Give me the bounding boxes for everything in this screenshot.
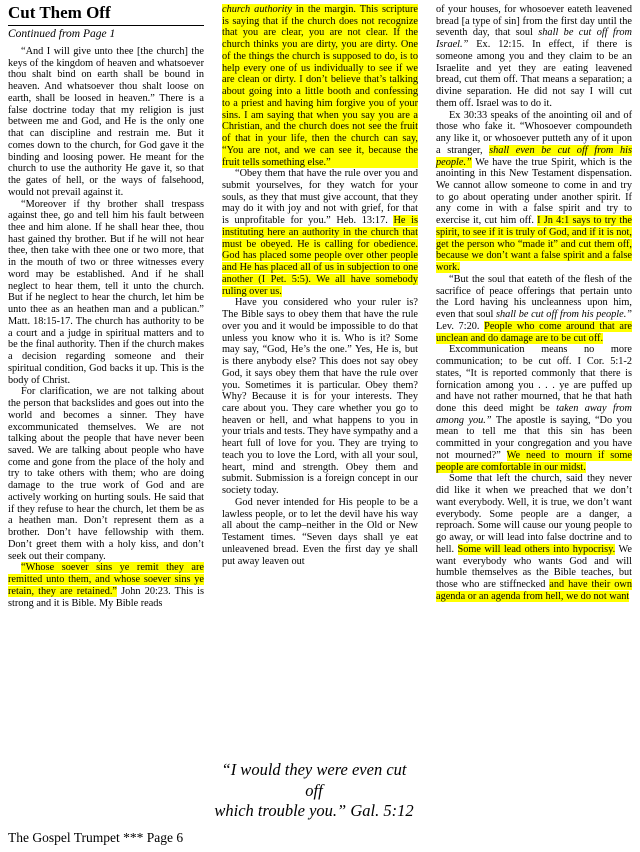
page-title: Cut Them Off <box>8 3 111 22</box>
column-one <box>8 46 204 609</box>
paragraph: “And I will give unto thee [the church] the keys of the kingdom of heaven and whatsoever thou shalt bind on earth shall be bound in heaven. And whatsoever thou shalt loose on earth, shall be loosed in heaven.” There is a false doctrine today that my religion is just between me and God, and He is the only one that can discipline and restrain me. But it comes down to the church, for God gave it the binding and loosing power. He meant for the church to use the authority He gave it, so that the gates of hell, or the ways of falsehood, would not prevail against it. <box>8 46 204 198</box>
paragraph-text: We want everybody who wants God and will humble themselves as the Bible teaches, but those who are stiffnecked <box>436 543 632 590</box>
article-columns <box>8 0 632 820</box>
paragraph-text: in the margin. This scripture is saying that if the church does not recognize that you are clear, you are not clear. If the church thinks you are dirty, you are dirty. One of the things the church is supposed to do, is to help every one of us individually to see if we are clean or dirty. I don’t believe that’s talking about going into a little booth and confessing to a priest and having him forgive you of your sins. I am saying that when you say you are a Christian, and the church does not see the fruit of that in your life, then the church can say, “You are not, and we can see it, because the fruit tells something else.” <box>222 4 418 168</box>
paragraph-text: Lev. 7:20. <box>436 320 485 332</box>
paragraph-text: Some that left the church, said they never did like it when we preached that we don’t want everybody. Well, it is true, we don’t want everybody. Some people are a danger, a reproach. Some will cause our young people to go away, or will lead into false doctrine and to hell. <box>436 473 632 555</box>
column-two <box>222 4 418 567</box>
paragraph-text: We have the true Spirit, which is the anointing in this New Testament dispensation. We cannot allow someone to come in and try to go about operating under another spirit. If any come in with a false spirit and try to exercise it, cut him off. <box>436 156 632 227</box>
highlighted-text: We need to mourn if some people are comfortable in our midst. <box>436 449 632 473</box>
paragraph <box>436 110 632 274</box>
paragraph: “Moreover if thy brother shall trespass against thee, go and tell him his fault between thee and him alone. If he shall hear thee, thou hast gained thy brother. But if he will not hear thee, then take with thee one or two more, that in the mouth of two or three witnesses every word may be established. And if he shall neglect to hear them, tell it unto the church. But if he neglect to hear the church, let him be unto thee as an heathen man and a publican.” Matt. 18:15-17. The church has authority to be a court and a judge in spiritual matters and to be the final authority. Then if the church makes a decision regarding someone and their spiritual condition, God backs it up. This is the body of Christ. <box>8 198 204 386</box>
continued-from-label: Continued from Page 1 <box>8 27 116 40</box>
paragraph <box>436 274 632 344</box>
paragraph-text: “But the soul that eateth of the flesh of the sacrifice of peace offerings that pertain unto the Lord having his uncleanness upon him, even that soul <box>436 273 632 321</box>
paragraph: For clarification, we are not talking about the person that backslides and goes out into the world and becomes a sinner. They have excommunicated themselves. We are not talking about the people that have never been saved. We are talking about people who have come and gone from the place of the holy and try to take others with them; who are doing damage to the true work of God and are actively working on hurting souls. He said that if they refuse to hear the church, let them be as a heathen man. Don’t represent them as a brother. Don’t have fellowship with them. Don’t greet them with a holy kiss, and don’t seek out their company. <box>8 386 204 562</box>
paragraph-text: Excommunication means no more communication; to be cut off. I Cor. 5:1-2 states, “It is reported commonly that there is fornication among you . . . ye are puffed up and have not rather mourned, that he that hath done this deed might be <box>436 344 632 414</box>
column-three <box>436 4 632 602</box>
paragraph-text: Ex 30:33 speaks of the anointing oil and of those who fake it. “Whosoever compoundeth any like it, or whosoever putteth any of it upon a stranger, <box>436 109 632 156</box>
highlighted-text: and have their own agenda or an agenda from hell, we do not want <box>436 578 632 602</box>
highlighted-text: He is instituting here an authority in the church that must be obeyed. He is calling for obedience. God has placed some people over other people and He has placed all of us in subjection to one another (I Pet. 5:5). We all have somebody ruling over us. <box>222 215 418 297</box>
highlighted-paragraph <box>222 4 418 168</box>
pull-quote-line-1: “I would they were even cut off <box>221 760 407 800</box>
paragraph <box>222 168 418 297</box>
paragraph-text: John 20:23. This is strong and it is Bible. My Bible reads <box>8 585 204 609</box>
highlighted-text: I Jn 4:1 says to try the spirit, to see if it is truly of God, and if it is not, get the person who “made it” and cut them off, because we don’t want a false spirit and a false work. <box>436 215 632 274</box>
emphasis-text: church authority <box>222 4 292 15</box>
paragraph-text: The apostle is saying, “Do you mean to tell me that this sin has been committed in your congregation and you have not mourned?” <box>436 414 632 461</box>
paragraph-text: “Obey them that have the rule over you and submit yourselves, for they watch for your souls, as they that must give account, that they may do it with joy and not with grief, for that is unprofitable for you.” Heb. 13:17. <box>222 168 418 227</box>
paragraph: Have you considered who your ruler is? The Bible says to obey them that have the rule over you and it would be impossible to do that unless you know who it is. Who is it? Some may say, “God, He’s the one.” Yes, He is, but is there anybody else? This does not say obey God, it says obey them that have the rule over you. Sometimes it is particular. Obey them? Why? Because it is for your interests. They care about you. They care whether you go to heaven or hell, and what happens to you in your trials and tests. They have sympathy and a heart full of love for you. They are trying to teach you to love the Lord, with all your soul, heart, mind and strength. Obey them and submit. Submission is a foreign concept in our society today. <box>222 297 418 497</box>
page-footer: The Gospel Trumpet *** Page 6 <box>8 830 184 845</box>
paragraph-text: Ex. 12:15. In effect, if there is someone among you and they claim to be an Israelite and yet they are eating leavened bread, cut them off. That means a separation; a divine separation. He did not say I will cut them off. Israel was to do it. <box>436 39 632 109</box>
highlighted-text: “Whose soever sins ye remit they are remitted unto them, and whose soever sins ye retain, they are retained.” <box>8 562 204 597</box>
paragraph: God never intended for His people to be a lawless people, or to let the devil have his way all about the camp–neither in the Old or New Testament times. “Seven days shall ye eat unleavened bread. Even the first day ye shall put away leaven out <box>222 496 418 567</box>
paragraph <box>436 473 632 602</box>
highlighted-emphasis-text: shall even be cut off from his people.” <box>436 144 632 168</box>
highlighted-text: People who come around that are unclean and do damage are to be cut off. <box>436 320 632 344</box>
highlighted-text: Some will lead others into hypocrisy. <box>457 543 616 555</box>
emphasis-text: shall be cut off from his people.” <box>496 309 632 321</box>
paragraph-text: of your houses, for whosoever eateth leavened bread [a type of sin] from the first day until the seventh day, that soul <box>436 4 632 39</box>
paragraph <box>436 344 632 473</box>
emphasis-text: taken away from among you.” <box>436 402 632 426</box>
paragraph <box>8 562 204 609</box>
pull-quote-line-2: which trouble you.” Gal. 5:12 <box>214 801 414 821</box>
pull-quote <box>214 760 414 822</box>
emphasis-text: shall be cut off from Israel.” <box>436 27 632 51</box>
paragraph <box>436 4 632 110</box>
